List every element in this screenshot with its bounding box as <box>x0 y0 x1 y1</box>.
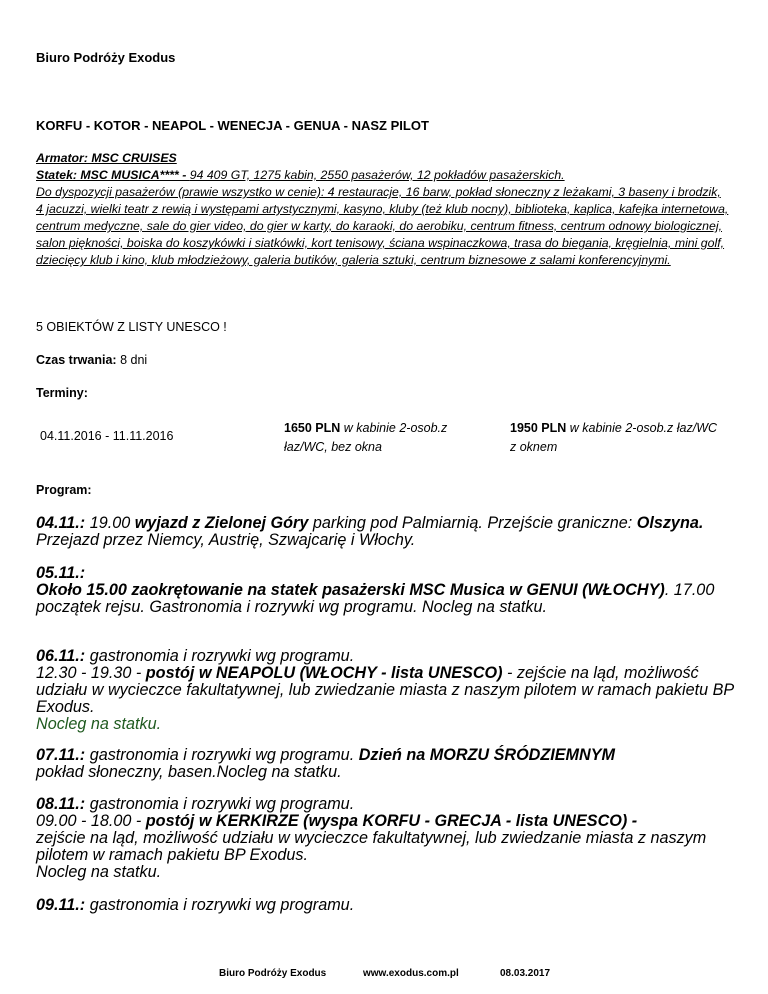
day-text: pokład słoneczny, basen.Nocleg na statku. <box>36 763 342 781</box>
header-company-name: Biuro Podróży Exodus <box>36 50 176 65</box>
ship-specs: 94 409 GT, 1275 kabin, 2550 pasażerów, 12 pokładów pasażerskich. <box>189 168 565 182</box>
day-highlight: Około 15.00 zaokrętowanie na statek pasażerski MSC Musica w GENUI (WŁOCHY) <box>36 581 665 599</box>
day-text: gastronomia i rozrywki wg programu. <box>85 746 359 764</box>
ship-line <box>36 167 730 184</box>
day-text: - zejście na ląd, możliwość udziału w wycieczce fakultatywnej, lub zwiedzanie miasta z naszym pilotem w ramach pakietu BP Exodus. <box>36 664 734 716</box>
day-date: 06.11.: <box>36 647 86 665</box>
price-option-no-window <box>284 419 494 457</box>
day-highlight: Dzień na MORZU ŚRÓDZIEMNYM <box>358 746 615 764</box>
footer-url: www.exodus.com.pl <box>363 968 459 979</box>
day-highlight: postój w NEAPOLU (WŁOCHY - lista UNESCO) <box>145 664 503 682</box>
day-text: Nocleg na statku. <box>36 863 162 881</box>
day-text: . 17.00 początek rejsu. Gastronomia i rozrywki wg programu. Nocleg na statku. <box>36 581 715 616</box>
price-description: w kabinie 2-osob.z łaz/WC, bez okna <box>284 421 448 454</box>
program-day <box>36 515 736 549</box>
program-day <box>36 796 736 881</box>
unesco-note: 5 OBIEKTÓW Z LISTY UNESCO ! <box>36 320 227 334</box>
duration-value: 8 dni <box>116 353 148 367</box>
footer-date: 08.03.2017 <box>500 968 551 979</box>
day-text: Nocleg na statku. <box>36 715 162 733</box>
ship-operator: Armator: MSC CRUISES <box>36 151 177 165</box>
duration <box>36 353 147 367</box>
duration-label: Czas trwania: <box>36 353 117 367</box>
day-date: 09.11.: <box>36 896 86 914</box>
day-text: parking pod Palmiarnią. Przejście graniczne: <box>312 514 637 532</box>
program-label: Program: <box>36 483 92 497</box>
day-date: 04.11.: <box>36 514 86 532</box>
ship-info <box>36 150 730 269</box>
program-day <box>36 897 736 914</box>
day-text: gastronomia i rozrywki wg programu. <box>85 896 355 914</box>
day-date: 07.11.: <box>36 746 86 764</box>
price-amount: 1950 PLN <box>510 421 567 435</box>
price-description: w kabinie 2-osob.z łaz/WC z oknem <box>510 421 718 454</box>
route-title: KORFU - KOTOR - NEAPOL - WENECJA - GENUA - NASZ PILOT <box>36 118 429 133</box>
terms-label: Terminy: <box>36 386 88 400</box>
price-option-window <box>510 419 720 457</box>
ship-label: Statek: MSC MUSICA**** - <box>36 168 190 182</box>
program-day <box>36 565 736 616</box>
price-amount: 1650 PLN <box>284 421 341 435</box>
day-text: 09.00 - 18.00 - <box>36 812 146 830</box>
day-text: Przejazd przez Niemcy, Austrię, Szwajcarię i Włochy. <box>36 531 416 549</box>
day-text: 12.30 - 19.30 - <box>36 664 146 682</box>
day-highlight: postój w KERKIRZE (wyspa KORFU - GRECJA - lista UNESCO) - <box>145 812 638 830</box>
program-day <box>36 747 736 781</box>
day-text: gastronomia i rozrywki wg programu. <box>85 647 355 665</box>
day-highlight: wyjazd z Zielonej Góry <box>134 514 313 532</box>
footer-company: Biuro Podróży Exodus <box>219 968 327 979</box>
ship-amenities: Do dyspozycji pasażerów (prawie wszystko w cenie): 4 restauracje, 16 barw, pokład słoneczny z leżakami, 3 baseny i brodzik, 4 jacuzzi, wielki teatr z rewią i występami artystycznymi, kasyno, kluby (też klub nocny), biblioteka, kaplica, kafejka internetowa, centrum medyczne, sale do gier video, do gier w karty, do karaoki, do aerobiku, centrum fitness, centrum odnowy biologicznej, salon piękności, boiska do koszykówki i siatkówki, kort tenisowy, ściana wspinaczkowa, trasa do biegania, kręgielnia, mini golf, dziecięcy klub i kino, klub młodzieżowy, galeria butików, galeria sztuki, centrum biznesowe z salami konferencyjnymi. <box>36 185 729 267</box>
day-highlight: Olszyna. <box>636 514 704 532</box>
day-text: 19.00 <box>85 514 135 532</box>
day-date: 05.11.: <box>36 564 86 582</box>
day-date: 08.11.: <box>36 795 86 813</box>
date-range: 04.11.2016 - 11.11.2016 <box>40 429 174 443</box>
day-text: zejście na ląd, możliwość udziału w wycieczce fakultatywnej, lub zwiedzanie miasta z naszym pilotem w ramach pakietu BP Exodus. <box>36 829 707 864</box>
program-day <box>36 648 736 733</box>
day-text: gastronomia i rozrywki wg programu. <box>85 795 355 813</box>
